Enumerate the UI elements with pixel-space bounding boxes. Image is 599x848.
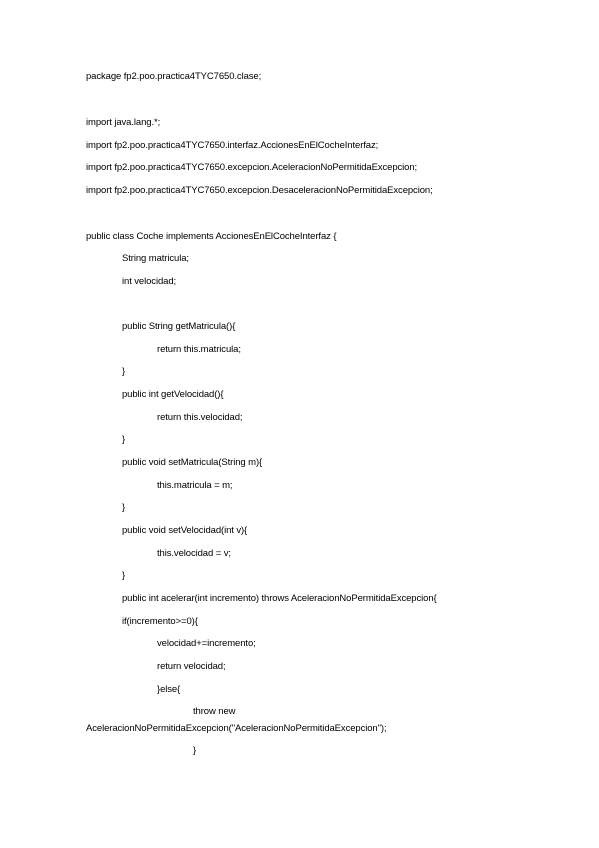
code-line-exception-constructor: AceleracionNoPermitidaExcepcion("AceleracionNoPermitidaExcepcion"); — [86, 723, 387, 734]
code-line-close-brace: } — [122, 570, 126, 581]
code-line-import-lang: import java.lang.*; — [86, 117, 161, 128]
code-line-close-brace: } — [122, 366, 126, 377]
code-line-throw-new: throw new — [193, 706, 236, 717]
code-line-import-interfaz: import fp2.poo.practica4TYC7650.interfaz.AccionesEnElCocheInterfaz; — [86, 140, 379, 151]
code-line-set-velocidad: public void setVelocidad(int v){ — [122, 525, 248, 536]
code-line-import-desaceleracion: import fp2.poo.practica4TYC7650.excepcion.DesaceleracionNoPermitidaExcepcion; — [86, 185, 433, 196]
code-line-if-incremento: if(incremento>=0){ — [122, 616, 198, 627]
code-line-return-velocidad-2: return velocidad; — [157, 661, 226, 672]
code-line-assign-matricula: this.matricula = m; — [157, 480, 233, 491]
code-line-field-matricula: String matricula; — [122, 253, 189, 264]
code-line-import-aceleracion: import fp2.poo.practica4TYC7650.excepcion.AceleracionNoPermitidaExcepcion; — [86, 162, 418, 173]
code-line-assign-velocidad: this.velocidad = v; — [157, 548, 231, 559]
code-line-acelerar-method: public int acelerar(int incremento) throws AceleracionNoPermitidaExcepcion{ — [122, 593, 437, 604]
code-line-return-velocidad: return this.velocidad; — [157, 412, 243, 423]
code-line-get-velocidad: public int getVelocidad(){ — [122, 389, 224, 400]
code-line-field-velocidad: int velocidad; — [122, 276, 177, 287]
code-line-class-declaration: public class Coche implements AccionesEnElCocheInterfaz { — [86, 231, 337, 242]
code-line-close-brace: } — [122, 434, 126, 445]
code-line-add-incremento: velocidad+=incremento; — [157, 638, 256, 649]
code-line-return-matricula: return this.matricula; — [157, 344, 241, 355]
code-line-package: package fp2.poo.practica4TYC7650.clase; — [86, 71, 262, 82]
code-line-set-matricula: public void setMatricula(String m){ — [122, 457, 263, 468]
code-line-close-brace: } — [122, 502, 126, 513]
code-line-else: }else{ — [157, 684, 181, 695]
code-line-close-brace: } — [193, 745, 197, 756]
code-line-get-matricula: public String getMatricula(){ — [122, 321, 236, 332]
